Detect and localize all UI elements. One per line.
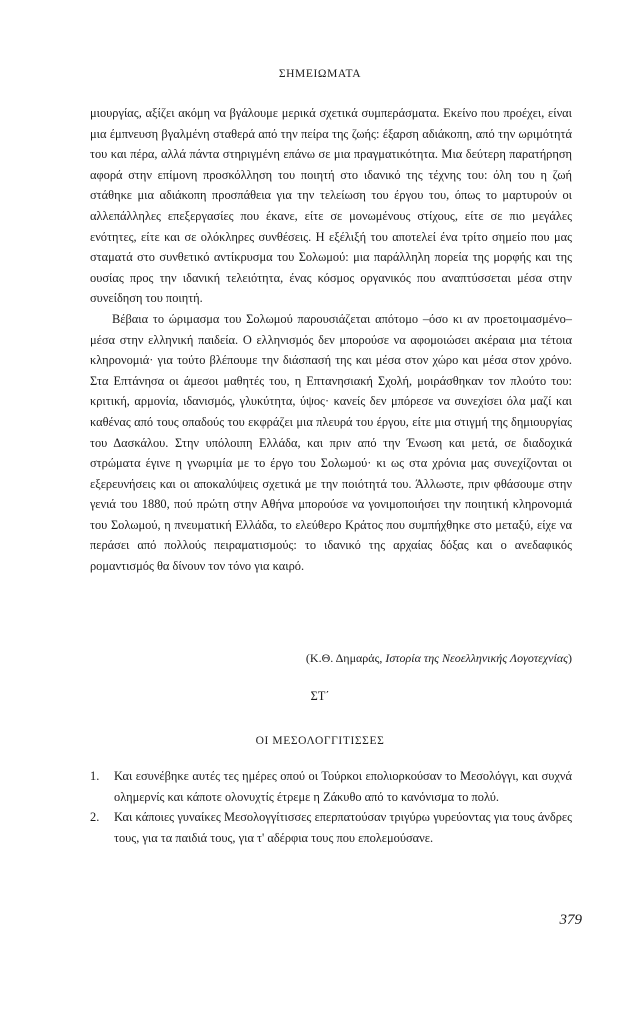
citation-author: (Κ.Θ. Δημαράς, [305, 651, 386, 665]
section-title: ΟΙ ΜΕΣΟΛΟΓΓΙΤΙΣΣΕΣ [255, 735, 385, 747]
list-item-text: Και κάποιες γυναίκες Μεσολογγίτισσες επερπατούσαν τριγύρω γυρεύοντας για τους άνδρες τους, για τα παιδιά τους, για τ' αδέρφια τους που επολεμούσανε. [114, 810, 572, 845]
section-letter: ΣΤ΄ [310, 689, 330, 703]
list-item [90, 766, 572, 807]
numbered-list [90, 766, 572, 848]
citation-close: ) [568, 651, 572, 665]
list-item [90, 807, 572, 848]
list-item-number: 2. [90, 810, 100, 825]
paragraph-2: Βέβαια το ώριμασμα του Σολωμού παρουσιάζεται απότομο –όσο κι αν προετοιμασμένο– μέσα στην ελληνική παιδεία. Ο ελληνισμός δεν μπορούσε να αφομοιώσει ακέραια μια τέτοια κληρονομιά· για τούτο βλέπουμε την διάσπασή της και μέσα στον χώρο και μέσα στον χρόνο. Στα Επτάνησα οι άμεσοι μαθητές του, η Επτανησιακή Σχολή, μοιράσθηκαν τον πλούτο του: κριτική, αρμονία, ιδανισμός, γλυκύτητα, ύψος· κανείς δεν μπόρεσε να συνεχίσει όλα μαζί και καθένας από τους οπαδούς του εκφράζει μια πλευρά του έργου, είτε μια στιγμή της δημιουργίας του Δασκάλου. Στην υπόλοιπη Ελλάδα, και πριν από την Ένωση και μετά, σε διαδοχικά στρώματα έγινε η γνωριμία με το έργο του Σολωμού· κι ως στα χρόνια μας συνεχίζονται οι εξερευνήσεις και οι αποκαλύψεις σχετικά με την ποιότητά του. Άλλωστε, πριν φθάσουμε στην γενιά του 1880, πού πρώτη στην Αθήνα μπορούσε να γονιμοποιήσει την ποιητική κληρονομιά του Σολωμού, η πνευματική Ελλάδα, το ελεύθερο Κράτος που συμπήχθηκε στο μεταξύ, είχε να περάσει από πολλούς πειραματισμούς: το ιδανικό της αρχαίας δόξας και ο ανεδαφικός ρομαντισμός θα δίνουν τον τόνο για καιρό. [90, 311, 572, 574]
citation-title: Ιστορία της Νεοελληνικής Λογοτεχνίας [385, 651, 568, 665]
page-number: 379 [559, 912, 582, 928]
body-text [90, 103, 572, 577]
list-item-number: 1. [90, 769, 100, 783]
running-head: ΣΗΜΕΙΩΜΑΤΑ [278, 68, 362, 80]
paragraph-1: μιουργίας, αξίζει ακόμη να βγάλουμε μερικά σχετικά συμπεράσματα. Εκείνο που προέχει, είναι μια έμπνευση βγαλμένη σταθερά από την πείρα της ζωής: έξαρση αδιάκοπη, από την ωριμότητά του και πέρα, αλλά πάντα στηριγμένη επάνω σε μια πραγματικότητα. Μια δεύτερη παρατήρηση αφορά στην επίμονη προσκόλληση του ποιητή στο ιδανικό της τέχνης του: όλη του η ζωή στάθηκε μια αδιάκοπη προσπάθεια για την τελείωση του έργου του, όπως το μαρτυρούν οι αλλεπάλληλες επεξεργασίες που έκανε, είτε σε μονωμένους στίχους, είτε σε πιο μεγάλες ενότητες, είτε και σε ολόκληρες συνθέσεις. Η εξέλιξή του αποτελεί ένα τρίτο σημείο που μας σταματά στο συνθετικό αντίκρυσμα του Σολωμού: μια παράλληλη πορεία της μορφής και της ουσίας προς την ιδανική τελειότητα, ένας κόσμος οργανικός που αναπτύσσεται μέσα στην συνείδηση του ποιητή. [90, 106, 572, 306]
list-item-text: Και εσυνέβηκε αυτές τες ημέρες οπού οι Τούρκοι επολιορκούσαν το Μεσολόγγι, και συχνά ολημερνίς και κάποτε ολονυχτίς έτρεμε η Ζάκυθο από το κανόνισμα το πολύ. [114, 769, 572, 804]
citation [90, 651, 572, 666]
